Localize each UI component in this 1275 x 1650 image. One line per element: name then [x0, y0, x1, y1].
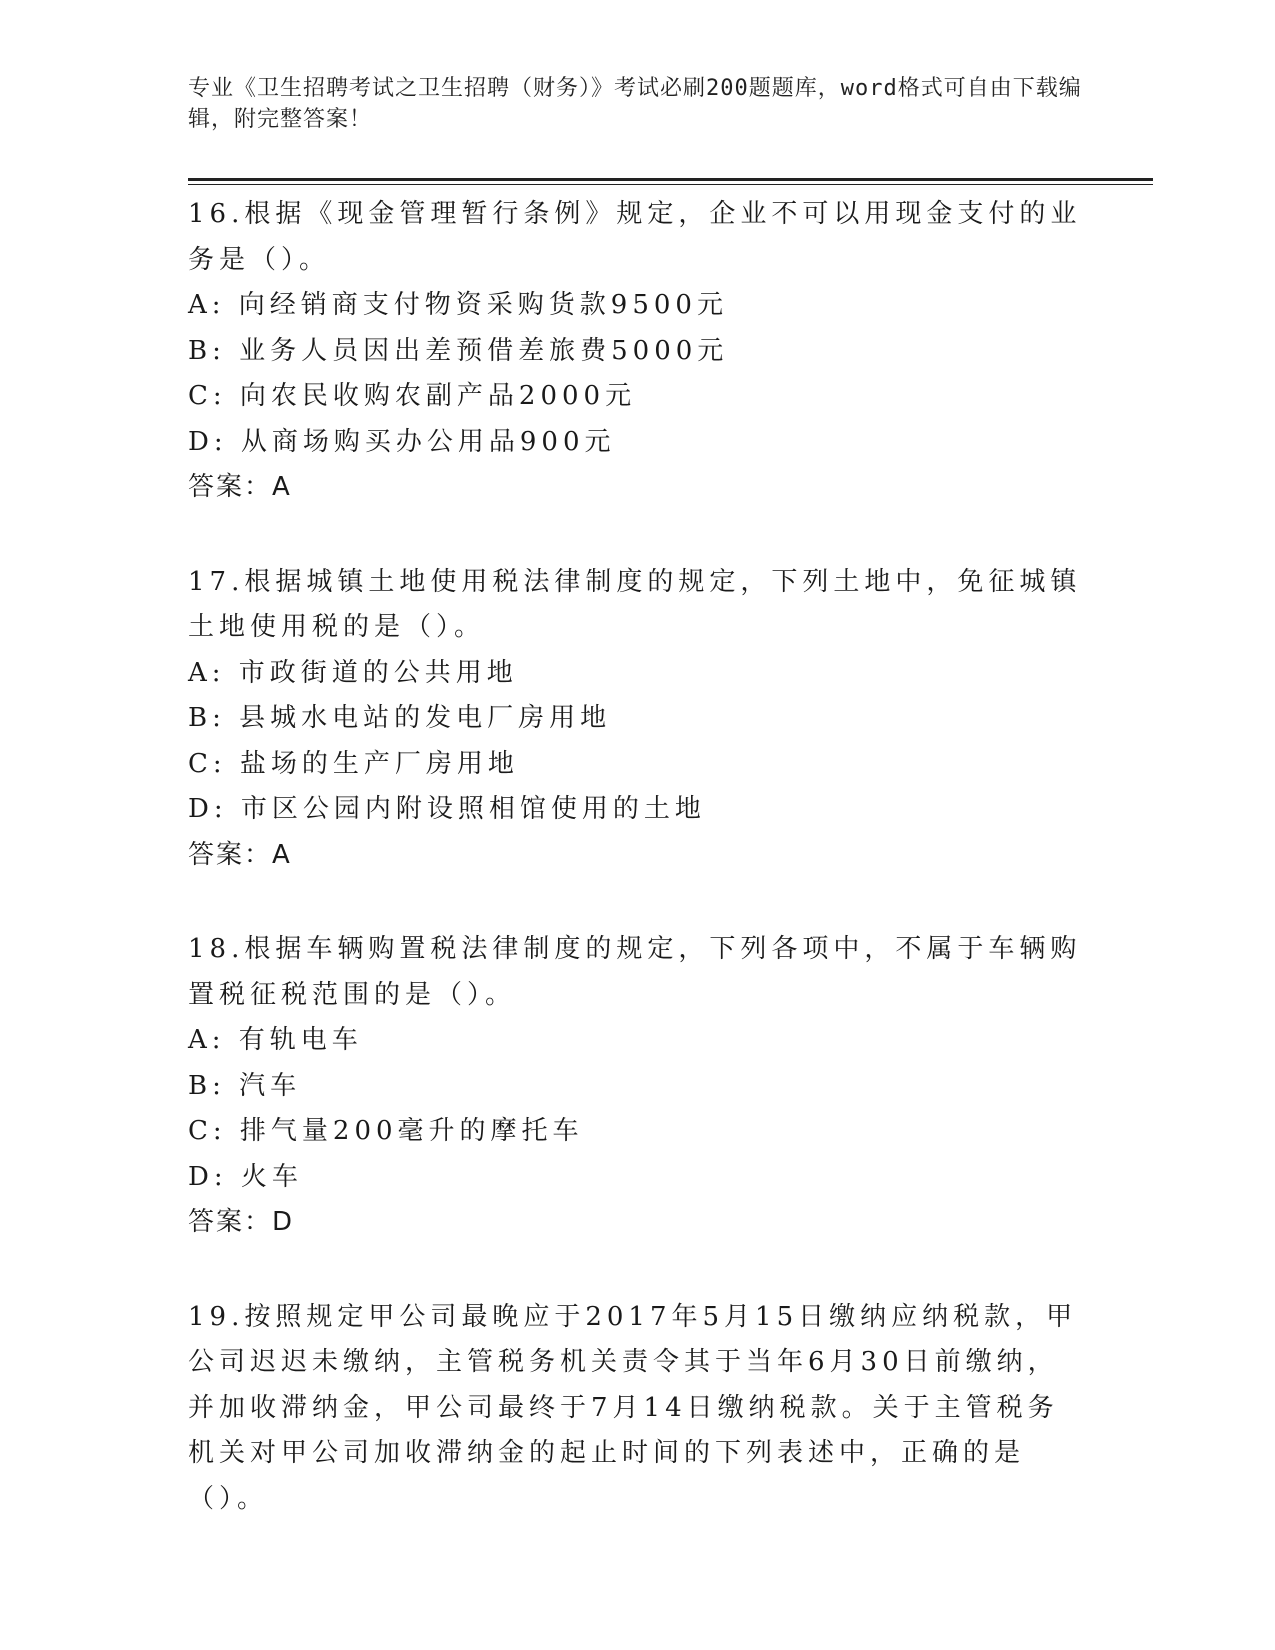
option-d: D: 火车	[188, 1161, 303, 1192]
question-gap	[188, 878, 1088, 923]
option-c: C: 盐场的生产厂房用地	[188, 748, 519, 779]
answer: 答案：D	[188, 1207, 295, 1237]
option-d: D: 市区公园内附设照相馆使用的土地	[188, 794, 706, 824]
document-header	[188, 73, 1088, 135]
question-list	[188, 188, 1088, 1522]
question-text: 17.根据城镇土地使用税法律制度的规定，下列土地中，免征城镇土地使用税的是（）。	[188, 566, 1082, 642]
header-rule-thick	[188, 178, 1153, 181]
option-c: C: 排气量200毫升的摩托车	[188, 1116, 584, 1146]
option-b: B: 县城水电站的发电厂房用地	[188, 703, 612, 733]
question-18	[188, 923, 1088, 1246]
header-text: 专业《卫生招聘考试之卫生招聘（财务）》考试必刷200题题库，word格式可自由下载编辑，附完整答案！	[188, 76, 1082, 132]
question-gap	[188, 511, 1088, 556]
option-c: C: 向农民收购农副产品2000元	[188, 381, 637, 411]
option-a: A: 向经销商支付物资采购货款9500元	[188, 290, 728, 320]
header-rule-thin	[188, 184, 1153, 185]
option-b: B: 汽车	[188, 1070, 302, 1101]
option-b: B: 业务人员因出差预借差旅费5000元	[188, 335, 729, 366]
question-19	[188, 1291, 1088, 1523]
question-text: 18.根据车辆购置税法律制度的规定，下列各项中，不属于车辆购置税征税范围的是（）。	[188, 934, 1082, 1010]
question-text: 16.根据《现金管理暂行条例》规定，企业不可以用现金支付的业务是（）。	[188, 199, 1082, 275]
question-text: 19.按照规定甲公司最晚应于2017年5月15日缴纳应纳税款，甲公司迟迟未缴纳，主管税务机关责令其于当年6月30日前缴纳，并加收滞纳金，甲公司最终于7月14日缴纳税款。关于主管税务机关对甲公司加收滞纳金的起止时间的下列表述中，正确的是（）。	[188, 1301, 1078, 1514]
question-17	[188, 556, 1088, 879]
option-a: A: 有轨电车	[188, 1025, 363, 1055]
question-gap	[188, 1246, 1088, 1291]
question-16	[188, 188, 1088, 511]
answer: 答案：A	[188, 839, 292, 870]
option-d: D: 从商场购买办公用品900元	[188, 426, 616, 457]
option-a: A: 市政街道的公共用地	[188, 657, 518, 688]
answer: 答案：A	[188, 472, 292, 502]
